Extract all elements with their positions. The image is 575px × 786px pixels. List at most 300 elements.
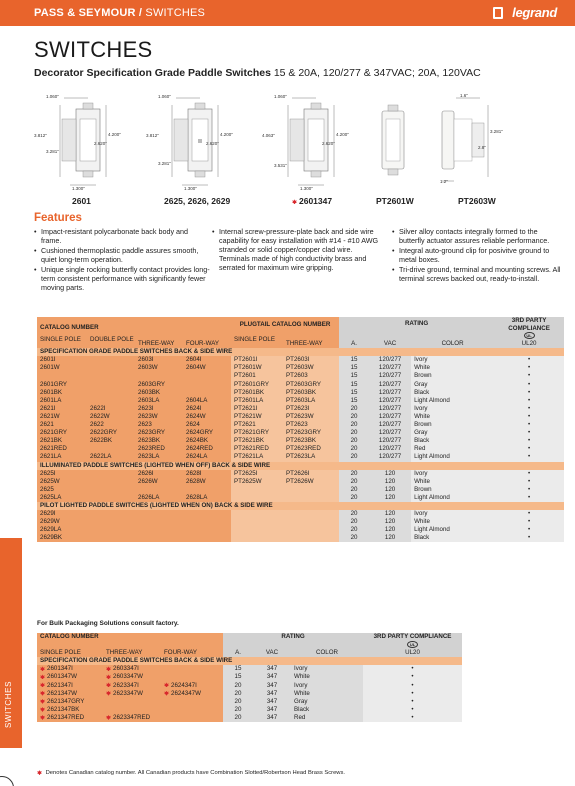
features-title: Features [34, 212, 82, 224]
table-row [37, 413, 564, 421]
table-cell: PT2603W [283, 364, 339, 372]
table-cell: 2623347W [103, 690, 161, 698]
table-cell [135, 372, 183, 380]
table-cell: 347 [253, 682, 291, 690]
table-cell [87, 470, 135, 478]
section-title: SPECIFICATION GRADE PADDLE SWITCHES BACK & SIDE WIRE [37, 657, 462, 665]
table-cell: 2622LA [87, 453, 135, 461]
table-row [37, 682, 462, 690]
table-cell: Light Almond [411, 526, 494, 534]
table-cell: 15 [223, 665, 253, 673]
table-cell [87, 364, 135, 372]
table-cell: 15 [339, 364, 369, 372]
table-cell: • [494, 453, 564, 461]
table-cell: 2624W [183, 413, 231, 421]
table-cell: Ivory [291, 682, 363, 690]
table-cell: PT2626I [283, 470, 339, 478]
table-row [37, 698, 462, 706]
figure-pt2601w [372, 93, 422, 213]
table-cell: Black [411, 534, 494, 542]
section-row [37, 462, 564, 470]
table-cell [183, 518, 231, 526]
table-cell: • [494, 534, 564, 542]
features-col-2 [212, 227, 384, 273]
table-cell: PT2625I [231, 470, 283, 478]
table-cell: 20 [223, 698, 253, 706]
canadian-leaf-icon [40, 674, 45, 679]
table-cell [231, 534, 283, 542]
table-cell: • [363, 690, 462, 698]
feature-item: • Unique single rocking butterfly contact provides long-term consistent performance with significantly fewer moving parts. [34, 265, 210, 292]
table-cell: PT2621LA [231, 453, 283, 461]
table-cell: • [494, 381, 564, 389]
table-cell: 2629I [37, 510, 87, 518]
table-cell: 2603W [135, 364, 183, 372]
feature-item: • Tri-drive ground, terminal and mounting screws. All terminal screws backed out, ready-to-install. [392, 265, 564, 283]
table-row [37, 356, 564, 364]
table-cell: 15 [339, 356, 369, 364]
table-cell: Black [291, 706, 363, 714]
bulk-packaging-note: For Bulk Packaging Solutions consult factory. [37, 620, 179, 627]
table-cell: PT2621 [231, 421, 283, 429]
table-cell: 120 [369, 510, 411, 518]
table-cell: 2626W [135, 478, 183, 486]
section-title: ILLUMINATED PADDLE SWITCHES (LIGHTED WHEN OFF) BACK & SIDE WIRE [37, 462, 564, 470]
table-cell: Red [411, 445, 494, 453]
table-cell: PT2601 [231, 372, 283, 380]
table-cell: • [494, 437, 564, 445]
table-row [37, 510, 564, 518]
table-cell [87, 445, 135, 453]
table-cell: Red [291, 714, 363, 722]
table-row [37, 673, 462, 681]
canadian-leaf-icon [40, 715, 45, 720]
table-cell: PT2621RED [231, 445, 283, 453]
features-col-1 [34, 227, 210, 293]
table-row [37, 714, 462, 722]
brand-title: PASS & SEYMOUR / SWITCHES [34, 7, 206, 19]
table-cell: 120/277 [369, 405, 411, 413]
section-row [37, 348, 564, 356]
table-cell: • [494, 397, 564, 405]
table-cell: 20 [339, 494, 369, 502]
table-cell: 2621GRY [37, 429, 87, 437]
switch-drawing-icon [144, 93, 259, 193]
table-cell: 2629BK [37, 534, 87, 542]
table-cell: 20 [339, 445, 369, 453]
table-cell [87, 356, 135, 364]
table-cell: 15 [339, 389, 369, 397]
table-cell: 120 [369, 518, 411, 526]
table-cell: 2623347I [103, 682, 161, 690]
switch-figures [34, 93, 564, 213]
table-cell: 2623LA [135, 453, 183, 461]
table-cell: 15 [339, 381, 369, 389]
table-cell [135, 526, 183, 534]
table-cell: 120/277 [369, 356, 411, 364]
table-cell [161, 706, 223, 714]
canadian-leaf-icon [106, 666, 111, 671]
table-cell: 20 [223, 706, 253, 714]
table-cell: PT2601I [231, 356, 283, 364]
table-cell: 120/277 [369, 429, 411, 437]
features-col-3 [392, 227, 564, 284]
section-title: PILOT LIGHTED PADDLE SWITCHES (LIGHTED WHEN ON) BACK & SIDE WIRE [37, 502, 564, 510]
table-cell: 20 [339, 486, 369, 494]
table-cell: Ivory [411, 470, 494, 478]
table-cell: 20 [223, 714, 253, 722]
table-cell: 120/277 [369, 381, 411, 389]
switch-drawing-icon [262, 93, 372, 193]
table-cell: White [411, 478, 494, 486]
table-cell: 20 [339, 453, 369, 461]
canadian-leaf-icon [292, 199, 297, 204]
table-row [37, 526, 564, 534]
table-cell: 2604W [183, 364, 231, 372]
table-cell: PT2623GRY [283, 429, 339, 437]
table-cell: • [363, 665, 462, 673]
table-cell: 2621W [37, 413, 87, 421]
table-cell: 20 [339, 518, 369, 526]
table-cell [135, 534, 183, 542]
table-cell: PT2603I [283, 356, 339, 364]
table-cell: PT2623LA [283, 453, 339, 461]
switch-drawing-icon [34, 93, 139, 193]
table-cell [183, 534, 231, 542]
table-cell: PT2623W [283, 413, 339, 421]
table-cell [87, 397, 135, 405]
figure-caption: 2601 [72, 196, 91, 206]
table-cell [87, 526, 135, 534]
table-cell: 20 [339, 478, 369, 486]
table-cell: 120/277 [369, 372, 411, 380]
table-cell: 20 [223, 690, 253, 698]
feature-item: • Cushioned thermoplastic paddle assures smooth, quiet long-term operation. [34, 246, 210, 264]
canadian-leaf-icon [40, 691, 45, 696]
table-cell: 2621347BK [37, 706, 103, 714]
table-cell: 2624347I [161, 682, 223, 690]
table-row [37, 429, 564, 437]
table-row [37, 706, 462, 714]
table-cell: 120 [369, 534, 411, 542]
table-cell: 15 [339, 372, 369, 380]
table-cell [87, 534, 135, 542]
table-cell: 2601BK [37, 389, 87, 397]
table-row [37, 453, 564, 461]
table-cell: 2621 [37, 421, 87, 429]
table-cell: White [411, 518, 494, 526]
table-cell: 2623W [135, 413, 183, 421]
table-cell: • [494, 445, 564, 453]
table-cell: 2628W [183, 478, 231, 486]
table-row [37, 518, 564, 526]
table-cell [231, 518, 283, 526]
table-row [37, 478, 564, 486]
table-cell: 120 [369, 486, 411, 494]
table-row [37, 470, 564, 478]
table-cell: 120/277 [369, 421, 411, 429]
table-cell: 2621347I [37, 682, 103, 690]
table-cell: 15 [223, 673, 253, 681]
table-cell: PT2623I [283, 405, 339, 413]
feature-item: • Internal screw-pressure-plate back and side wire capability for easy installation with #14 - #10 AWG stranded or solid copper/copper clad wire. Terminals made of high conductivity brass and serrated for maximum wire gripping. [212, 227, 384, 272]
figure-2601: 1.060" 3.812" 4.200" 2.620" 3.281" 1.300" 2601 [34, 93, 139, 213]
table-cell: 2628LA [183, 494, 231, 502]
table-cell: • [494, 486, 564, 494]
table-cell: • [494, 372, 564, 380]
table-cell: 2623GRY [135, 429, 183, 437]
table-cell [161, 665, 223, 673]
table-cell: • [494, 405, 564, 413]
table-cell: • [494, 518, 564, 526]
table-cell [87, 381, 135, 389]
table-cell: Ivory [411, 405, 494, 413]
figure-pt2603w: 1.6" 3.281" 2.8" 1.2" PT2603W [422, 93, 512, 213]
table-cell: • [494, 429, 564, 437]
table-cell: 120/277 [369, 445, 411, 453]
table-cell [87, 510, 135, 518]
table-cell [231, 510, 283, 518]
table-cell: 20 [339, 510, 369, 518]
table-row [37, 534, 564, 542]
section-title: SPECIFICATION GRADE PADDLE SWITCHES BACK & SIDE WIRE [37, 348, 564, 356]
table-cell: 15 [339, 397, 369, 405]
table-cell: PT2621BK [231, 437, 283, 445]
table-cell: • [494, 526, 564, 534]
table-cell [283, 486, 339, 494]
table-cell: PT2623 [283, 421, 339, 429]
table-cell: 20 [339, 413, 369, 421]
table-cell: 2603I [135, 356, 183, 364]
table-cell: PT2601BK [231, 389, 283, 397]
table-cell: 2625W [37, 478, 87, 486]
table-cell: Ivory [411, 510, 494, 518]
table-cell: 20 [339, 421, 369, 429]
table-cell: 2623I [135, 405, 183, 413]
table-cell: 2601I [37, 356, 87, 364]
table-cell: 2622GRY [87, 429, 135, 437]
table-cell: • [494, 470, 564, 478]
feature-item: • Impact-resistant polycarbonate back body and frame. [34, 227, 210, 245]
table-cell [103, 706, 161, 714]
table-cell [37, 372, 87, 380]
table-cell: 347 [253, 698, 291, 706]
table-cell: PT2603BK [283, 389, 339, 397]
section-row [37, 657, 462, 665]
canadian-leaf-icon [40, 666, 45, 671]
table-cell: PT2601LA [231, 397, 283, 405]
table-cell: PT2603 [283, 372, 339, 380]
table-cell: 120 [369, 526, 411, 534]
catalog-table: CATALOG NUMBER PLUGTAIL CATALOG NUMBER RATING 3RD PARTY COMPLIANCE SINGLE POLE DOUBLE POLE THREE-WAY FOUR-WAY SINGLE POLE THREE-WAY A. VAC COLOR UL UL20 SPECIFICATION GRADE PADDLE SWITCHES BACK & SIDE WIRE 2601I 2603I 2604I PT2601I PT2603I 15 120/277 Ivory • 2601W 2603W 2604W PT2601W PT2603W 15 120/277 White • PT2601 PT2603 15 120/277 Brown • 2601GRY 2603GRY PT2601GRY PT2603GRY 15 120/277 Gray • 2601BK 2603BK PT2601BK PT2603BK 15 120/277 Black • 2601LA 2603LA 2604LA PT2601LA PT2603LA 15 120/277 Light Almond • 2621I 2622I 2623I 2624I PT2621I PT2623I 20 120/277 Ivory • 2621W 2622W 2623W 2624W PT2621W PT2623W 20 120/277 White • 2621 2622 2623 2624 PT2621 PT2623 20 120/277 Brown • 2621GRY 2622GRY 2623GRY 2624GRY PT2621GRY PT2623GRY 20 120/277 Gray • 2621BK 2622BK 2623BK 2624BK PT2621BK PT2623BK 20 120/277 Black • 2621RED 2623RED 2624RED PT2621RED PT2623RED 20 120/277 Red • 2621LA 2622LA 2623LA 2624LA PT2621LA PT2623LA 20 120/277 Light Almond • ILLUMINATED PADDLE SWITCHES (LIGHTED WHEN OFF) BACK & SIDE WIRE 2625I 2626I 2628I PT2625I PT2626I 20 120 Ivory • 2625W 2626W 2628W PT2625W PT2626W 20 120 White • 2625 20 120 Brown • 2625LA 2626LA 2628LA 20 120 Light Almond • PILOT LIGHTED PADDLE SWITCHES (LIGHTED WHEN ON) BACK & SIDE WIRE 2629I 20 120 Ivory • 2629W 20 120 White • 2629LA 20 120 Light Almond • 2629BK 20 120 Black • [37, 317, 564, 542]
figure-caption: 2601347 [292, 196, 332, 206]
table-cell [183, 389, 231, 397]
table-row [37, 372, 564, 380]
table-cell: • [363, 673, 462, 681]
table-cell: 2624LA [183, 453, 231, 461]
table-cell: Black [411, 389, 494, 397]
section-row [37, 502, 564, 510]
table-cell: PT2621W [231, 413, 283, 421]
figure-caption: PT2603W [458, 196, 496, 206]
table-cell: 2621BK [37, 437, 87, 445]
table-cell: • [363, 698, 462, 706]
table-cell: 2623 [135, 421, 183, 429]
canadian-leaf-icon [40, 707, 45, 712]
table-cell [87, 389, 135, 397]
table-cell: PT2601W [231, 364, 283, 372]
table-cell [183, 526, 231, 534]
table-row [37, 690, 462, 698]
figure-2625: 1.060" 3.812" 4.200" 2.620" 3.281" 1.300" 2625, 2626, 2629 [144, 93, 259, 213]
table-cell: PT2621GRY [231, 429, 283, 437]
table-cell [87, 518, 135, 526]
table-cell: Ivory [411, 356, 494, 364]
table-row [37, 389, 564, 397]
table-cell: 2628I [183, 470, 231, 478]
table-cell: Ivory [291, 665, 363, 673]
table-cell: Light Almond [411, 453, 494, 461]
table-cell [103, 698, 161, 706]
table-row [37, 405, 564, 413]
table-cell: 2629LA [37, 526, 87, 534]
page-corner-circle [0, 776, 14, 786]
table-row [37, 421, 564, 429]
table-cell: 2621347GRY [37, 698, 103, 706]
table-cell [283, 534, 339, 542]
table-cell: 2623RED [135, 445, 183, 453]
table-row [37, 665, 462, 673]
table-cell: 2626LA [135, 494, 183, 502]
canadian-leaf-icon [37, 770, 42, 775]
table-cell: Light Almond [411, 397, 494, 405]
canadian-catalog-table: CATALOG NUMBER RATING 3RD PARTY COMPLIANCE SINGLE POLE THREE-WAY FOUR-WAY A. VAC COLOR UL UL20 SPECIFICATION GRADE PADDLE SWITCHES BACK & SIDE WIRE 2601347I 2603347I 15 347 Ivory • 2601347W 2603347W 15 347 White • 2621347I 2623347I 2624347I 20 347 Ivory • 2621347W 2623347W 2624347W 20 347 White • 2621347GRY 20 347 Gray • 2621347BK 20 347 Black • 2621347RED 2623347RED 20 347 Red • [37, 633, 462, 722]
table-cell: 2601LA [37, 397, 87, 405]
table-cell: 20 [339, 429, 369, 437]
table-cell: 2625LA [37, 494, 87, 502]
table-cell: PT2625W [231, 478, 283, 486]
page-title: SWITCHES [34, 37, 153, 62]
table-cell: 2621347W [37, 690, 103, 698]
table-cell [283, 510, 339, 518]
table-cell: Gray [411, 429, 494, 437]
figure-caption: PT2601W [376, 196, 414, 206]
table-cell: 2603BK [135, 389, 183, 397]
table-cell: 2624GRY [183, 429, 231, 437]
table-cell: 2623347RED [103, 714, 161, 722]
table-cell: 20 [339, 437, 369, 445]
table-cell: • [494, 510, 564, 518]
table-cell: PT2603GRY [283, 381, 339, 389]
table-cell: 2624RED [183, 445, 231, 453]
table-cell: 2622I [87, 405, 135, 413]
side-section-tab: SWITCHES [0, 538, 22, 748]
table-cell: • [494, 413, 564, 421]
table-cell [231, 486, 283, 494]
table-cell: • [494, 478, 564, 486]
canadian-leaf-icon [106, 674, 111, 679]
figure-caption: 2625, 2626, 2629 [164, 196, 231, 206]
feature-item: • Silver alloy contacts integrally formed to the butterfly actuator assures reliable performance. [392, 227, 564, 245]
table-cell [283, 526, 339, 534]
table-cell: Gray [411, 381, 494, 389]
table-cell: 2601W [37, 364, 87, 372]
table-cell [161, 673, 223, 681]
table-cell: 120/277 [369, 397, 411, 405]
table-cell [231, 494, 283, 502]
table-cell: Brown [411, 421, 494, 429]
table-cell: PT2626W [283, 478, 339, 486]
table-cell [87, 478, 135, 486]
table-cell: 2603347W [103, 673, 161, 681]
table-cell: 2626I [135, 470, 183, 478]
table-cell: 120 [369, 494, 411, 502]
canadian-leaf-icon [164, 682, 169, 687]
table-cell: 2601GRY [37, 381, 87, 389]
table-cell: 2629W [37, 518, 87, 526]
table-cell: White [411, 364, 494, 372]
table-cell: 120/277 [369, 453, 411, 461]
table-cell: 2603LA [135, 397, 183, 405]
table-cell: 347 [253, 706, 291, 714]
table-cell: • [363, 706, 462, 714]
table-cell: 20 [339, 534, 369, 542]
table-row [37, 364, 564, 372]
table-cell: 2601347W [37, 673, 103, 681]
table-cell: 2624I [183, 405, 231, 413]
table-row [37, 437, 564, 445]
table-cell: 2625 [37, 486, 87, 494]
table-row [37, 494, 564, 502]
legrand-logo-icon [493, 7, 503, 19]
table-cell: Gray [291, 698, 363, 706]
table-cell: Brown [411, 372, 494, 380]
table-cell: • [494, 421, 564, 429]
table-cell: 20 [339, 405, 369, 413]
table-cell: PT2603LA [283, 397, 339, 405]
table-cell: 2621I [37, 405, 87, 413]
canadian-leaf-icon [106, 691, 111, 696]
table-cell: Black [411, 437, 494, 445]
table-cell: 120/277 [369, 364, 411, 372]
table-row [37, 486, 564, 494]
table-cell: 20 [223, 682, 253, 690]
table-cell [183, 372, 231, 380]
table-cell: PT2623RED [283, 445, 339, 453]
table-cell: 2601347I [37, 665, 103, 673]
table-cell: 2621347RED [37, 714, 103, 722]
table-cell [183, 486, 231, 494]
table-cell [87, 486, 135, 494]
table-cell: White [291, 690, 363, 698]
switch-drawing-icon [422, 93, 512, 193]
table-cell [161, 698, 223, 706]
table-cell [135, 510, 183, 518]
table-cell [183, 381, 231, 389]
table-row [37, 381, 564, 389]
feature-item: • Integral auto-ground clip for posivitve ground to metal boxes. [392, 246, 564, 264]
table-cell [183, 510, 231, 518]
table-cell [161, 714, 223, 722]
table-cell: 2622W [87, 413, 135, 421]
table-cell: 2621LA [37, 453, 87, 461]
table-cell: PT2623BK [283, 437, 339, 445]
canadian-leaf-icon [106, 682, 111, 687]
table-cell: • [363, 714, 462, 722]
table-cell: Light Almond [411, 494, 494, 502]
table-cell: Brown [411, 486, 494, 494]
table-cell: 2623BK [135, 437, 183, 445]
